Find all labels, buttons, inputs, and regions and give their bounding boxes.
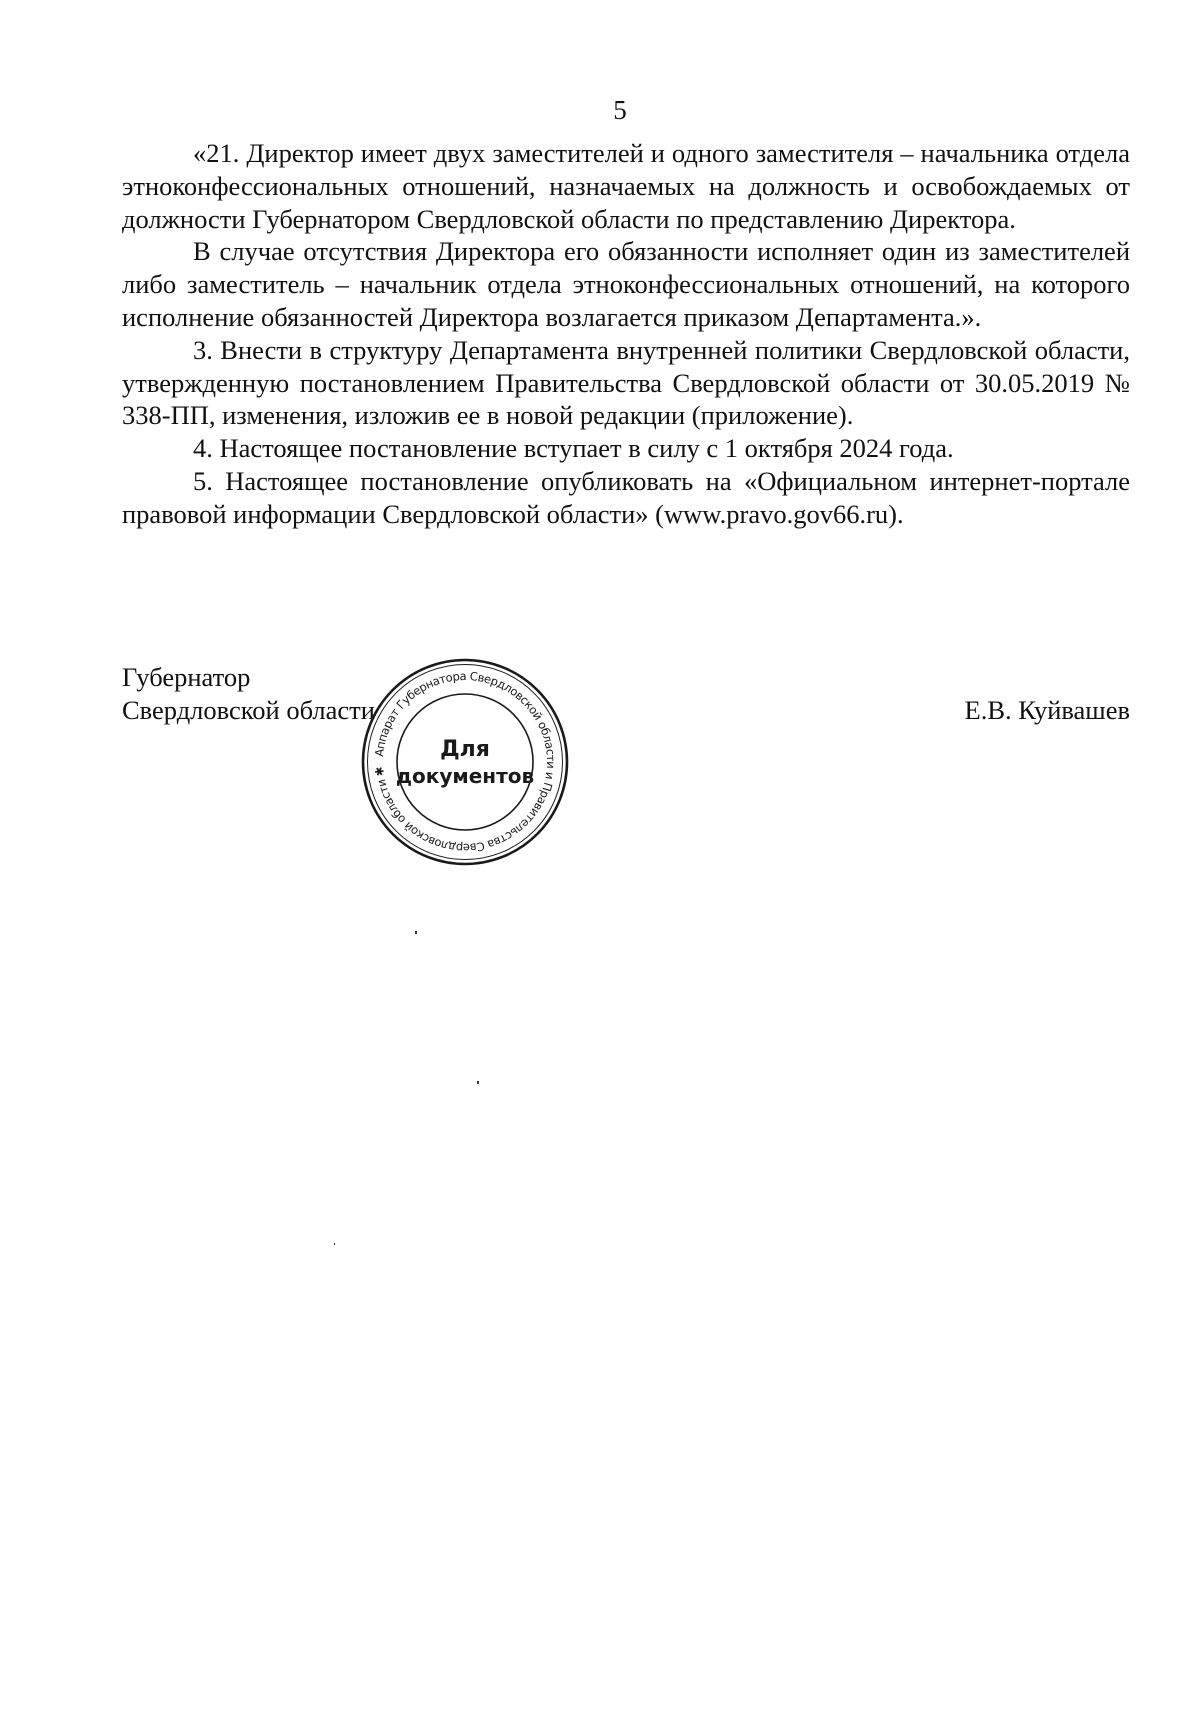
paragraph-item-3: 3. Внести в структуру Департамента внутренней политики Свердловской области, утвержденную постановлением Правительства Свердловской области от 30.05.2019 № 338-ПП, изменения, изложив ее в новой редакции (приложение).: [122, 334, 1130, 431]
document-body: [122, 137, 1130, 531]
scan-speck: [415, 931, 417, 934]
scan-speck: [334, 1243, 335, 1245]
page-number: 5: [613, 95, 627, 125]
signatory-position: [122, 661, 375, 727]
paragraph-item-4: 4. Настоящее постановление вступает в силу с 1 октября 2024 года.: [193, 433, 954, 464]
scan-speck: [477, 1081, 479, 1084]
signatory-position-line1: Губернатор: [122, 662, 251, 692]
seal-center-line1: Для: [440, 737, 490, 762]
signatory-position-line2: Свердловской области: [122, 695, 375, 725]
seal-center-line2: документов: [395, 764, 535, 788]
official-seal: [359, 656, 571, 868]
signatory-name: Е.В. Куйвашев: [964, 695, 1130, 725]
paragraph-clause-21: «21. Директор имеет двух заместителей и одного заместителя – начальника отдела этноконфессиональных отношений, назначаемых на должность и освобождаемых от должности Губернатором Свердловской области по представлению Директора.: [122, 138, 1130, 234]
paragraph-director-absence: В случае отсутствия Директора его обязанности исполняет один из заместителей либо заместитель – начальник отдела этноконфессиональных отношений, на которого исполнение обязанностей Директора возлагается приказом Департамента.».: [122, 236, 1130, 332]
paragraph-item-5: 5. Настоящее постановление опубликовать на «Официальном интернет-портале правовой информации Свердловской области» (www.pravo.gov66.ru).: [122, 465, 1130, 529]
signature-block: [122, 661, 1130, 731]
seal-ring-text: Аппарат Губернатора Свердловской области и Правительства Свердловской области ✱: [372, 668, 559, 856]
seal-outer-ring: [363, 660, 567, 864]
seal-inner-ring: [397, 694, 533, 830]
